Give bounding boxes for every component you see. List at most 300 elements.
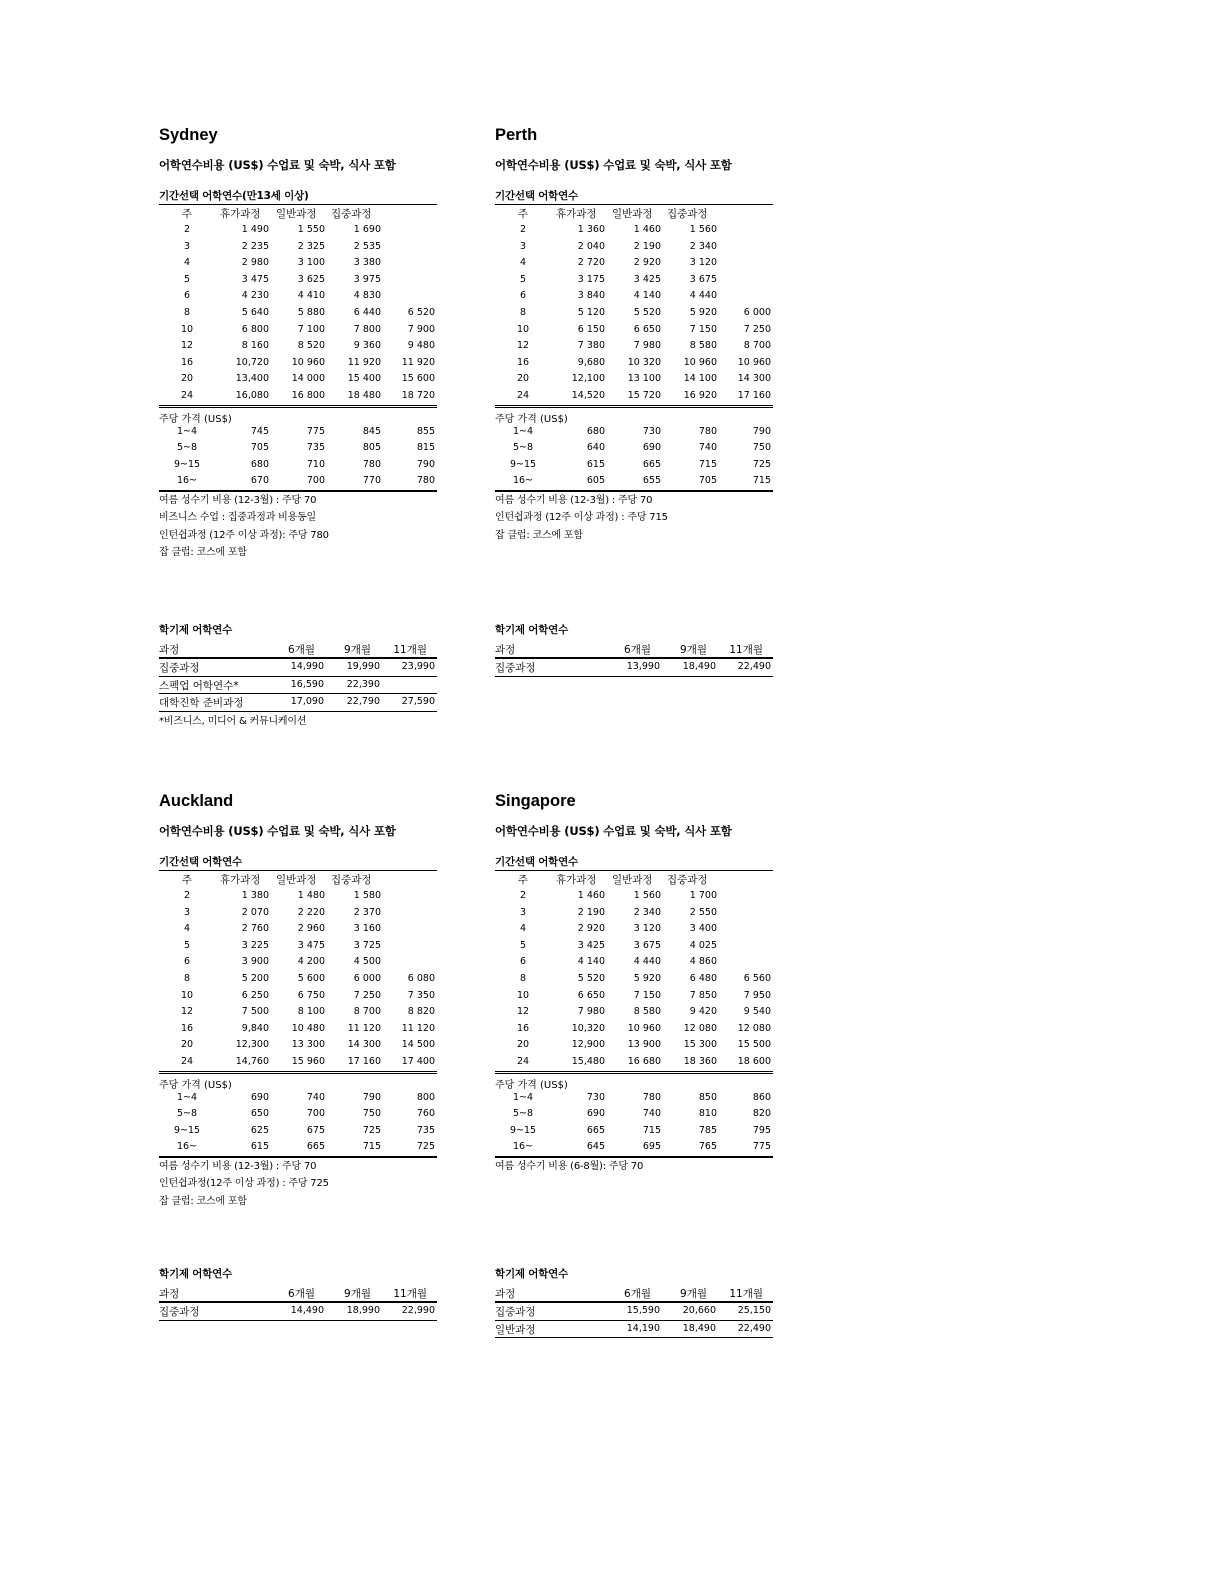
table-row	[495, 1021, 773, 1038]
table-cell: 15 720	[627, 389, 661, 401]
semester-title: 학기제 어학연수	[495, 624, 569, 636]
semester-note: *비즈니스, 미디어 & 커뮤니케이션	[159, 715, 307, 727]
semester-cell: 25,150	[737, 1305, 771, 1316]
table-cell: 3 675	[633, 939, 661, 951]
table-cell: 16,080	[235, 389, 269, 401]
table-cell: 5 520	[633, 306, 661, 318]
table-cell: 7 380	[577, 340, 605, 352]
table-cell: 7 950	[743, 989, 771, 1001]
note-line: 여름 성수기 비용 (6-8월): 주당 70	[495, 1160, 644, 1172]
weekly-cell: 615	[586, 458, 605, 470]
table-cell: 12,100	[571, 373, 605, 385]
table-cell: 16	[180, 1022, 194, 1034]
table-cell: 5 120	[577, 306, 605, 318]
table-cell: 18 600	[737, 1055, 771, 1067]
table-cell: 12	[180, 1006, 194, 1018]
weekly-cell: 740	[698, 442, 717, 454]
weekly-cell: 770	[362, 475, 381, 487]
table-cell: 10 960	[683, 356, 717, 368]
table-row	[159, 305, 437, 322]
table-cell: 6	[183, 956, 191, 968]
table-cell: 2 960	[297, 923, 325, 935]
table-cell: 7 850	[689, 989, 717, 1001]
notes	[495, 490, 773, 545]
semester-cell: 22,990	[401, 1305, 435, 1316]
table-cell: 18 720	[401, 389, 435, 401]
table-row	[495, 921, 773, 938]
table-cell: 8 580	[633, 1006, 661, 1018]
table-cell: 12	[516, 1006, 530, 1018]
header-cell: 휴가과정	[556, 208, 597, 220]
table-cell: 1 580	[353, 890, 381, 901]
weekly-cell: 740	[306, 1091, 325, 1103]
table-cell: 5 640	[241, 306, 269, 318]
table-row	[495, 388, 773, 405]
table-cell: 3 100	[297, 257, 325, 269]
table-cell: 9 360	[353, 340, 381, 352]
weekly-cell: 780	[642, 1091, 661, 1103]
table-row	[159, 288, 437, 305]
table-cell: 5 920	[633, 972, 661, 984]
table-cell: 6 650	[577, 989, 605, 1001]
notes	[495, 1156, 773, 1176]
table-row	[495, 355, 773, 372]
semester-table	[495, 1284, 773, 1338]
table-row	[159, 222, 437, 239]
table-row	[159, 921, 437, 938]
table-cell: 5	[519, 273, 527, 285]
weekly-cell: 785	[698, 1124, 717, 1136]
header-cell: 주	[181, 874, 193, 886]
weekly-cell: 810	[698, 1108, 717, 1120]
table-cell: 8 700	[743, 340, 771, 352]
table-cell: 6 750	[297, 989, 325, 1001]
semester-cell: 22,490	[737, 661, 771, 672]
weekly-row	[159, 1090, 437, 1107]
header-cell: 집중과정	[667, 208, 708, 220]
note-line: 여름 성수기 비용 (12-3월) : 주당 70	[495, 494, 653, 506]
weekly-cell: 725	[416, 1141, 435, 1153]
weekly-cell: 9~15	[509, 1124, 537, 1136]
table-row	[159, 988, 437, 1005]
weekly-cell: 715	[362, 1141, 381, 1153]
weekly-cell: 16~	[176, 475, 198, 487]
table-cell: 1 380	[241, 890, 269, 901]
weekly-cell: 795	[752, 1124, 771, 1136]
table-cell: 3 900	[241, 956, 269, 968]
table-cell: 7 980	[633, 340, 661, 352]
semester-cell: 22,390	[346, 678, 380, 690]
weekly-cell: 845	[362, 425, 381, 437]
table-cell: 2	[183, 224, 191, 235]
semester-cell: 16,590	[290, 678, 324, 690]
table-cell: 7 980	[577, 1006, 605, 1018]
table-cell: 20	[516, 373, 530, 385]
table-cell: 12 080	[683, 1022, 717, 1034]
table-cell: 7 150	[633, 989, 661, 1001]
weekly-cell: 645	[586, 1141, 605, 1153]
table-cell: 6	[519, 290, 527, 302]
table-row	[159, 388, 437, 405]
semester-cell: 14,490	[290, 1305, 324, 1316]
table-cell: 2	[519, 224, 527, 235]
table-cell: 1 560	[689, 224, 717, 235]
table-cell: 2 190	[633, 240, 661, 252]
weekly-cell: 780	[698, 425, 717, 437]
cost-subtitle: 어학연수비용 (US$) 수업료 및 숙박, 식사 포함	[495, 158, 732, 172]
table-cell: 4 830	[353, 290, 381, 302]
weekly-cell: 665	[642, 458, 661, 470]
table-cell: 12	[516, 340, 530, 352]
table-cell: 4 025	[689, 939, 717, 951]
weekly-cell: 775	[752, 1141, 771, 1153]
table-cell: 5 880	[297, 306, 325, 318]
table-cell: 3 160	[353, 923, 381, 935]
table-cell: 11 920	[401, 356, 435, 368]
weekly-price-label-text: 주당 가격 (US$)	[495, 1079, 568, 1091]
semester-header	[495, 1284, 773, 1303]
weekly-price-label	[495, 405, 773, 424]
weekly-cell: 760	[416, 1108, 435, 1120]
semester-header-cell: 과정	[495, 1288, 516, 1300]
weekly-cell: 750	[752, 442, 771, 454]
table-cell: 10 960	[627, 1022, 661, 1034]
header-cell: 집중과정	[667, 874, 708, 886]
semester-header-cell: 9개월	[344, 644, 371, 656]
table-cell: 1 700	[689, 890, 717, 901]
semester-header-cell: 6개월	[624, 644, 651, 656]
table-cell: 4 200	[297, 956, 325, 968]
table-cell: 2 535	[353, 240, 381, 252]
weekly-cell: 740	[642, 1108, 661, 1120]
table-row	[495, 971, 773, 988]
table-cell: 18 480	[347, 389, 381, 401]
header-cell: 일반과정	[612, 208, 653, 220]
table-row	[159, 888, 437, 905]
table-cell: 1 690	[353, 224, 381, 235]
semester-row	[159, 694, 437, 712]
semester-row	[495, 659, 773, 677]
note-line: 여름 성수기 비용 (12-3월) : 주당 70	[159, 494, 317, 506]
table-cell: 15 960	[291, 1055, 325, 1067]
weekly-cell: 780	[416, 475, 435, 487]
table-cell: 8 520	[297, 340, 325, 352]
weekly-row	[495, 473, 773, 490]
weekly-cell: 730	[642, 425, 661, 437]
weekly-cell: 640	[586, 442, 605, 454]
semester-title: 학기제 어학연수	[495, 1268, 569, 1280]
weekly-cell: 690	[250, 1091, 269, 1103]
table-cell: 16	[516, 356, 530, 368]
table-cell: 3 400	[689, 923, 717, 935]
table-cell: 8 820	[407, 1006, 435, 1018]
weekly-cell: 860	[752, 1091, 771, 1103]
table-cell: 11 120	[401, 1022, 435, 1034]
table-cell: 10	[516, 989, 530, 1001]
price-table	[495, 204, 773, 544]
table-cell: 24	[180, 1055, 194, 1067]
table-cell: 14 100	[683, 373, 717, 385]
table-row	[495, 988, 773, 1005]
semester-cell: 스펙업 어학연수*	[159, 679, 239, 692]
table-cell: 1 460	[633, 224, 661, 235]
weekly-row	[495, 1123, 773, 1140]
table-cell: 2 720	[577, 257, 605, 269]
table-cell: 1 460	[577, 890, 605, 901]
table-cell: 16 680	[627, 1055, 661, 1067]
table-cell: 5 200	[241, 972, 269, 984]
note-line: 잡 클럽: 코스에 포함	[159, 1195, 247, 1207]
price-table	[159, 870, 437, 1210]
table-cell: 3 175	[577, 273, 605, 285]
semester-table	[495, 640, 773, 677]
section-title: 기간선택 어학연수(만13세 이상)	[159, 190, 309, 202]
table-cell: 7 800	[353, 323, 381, 335]
table-cell: 16 920	[683, 389, 717, 401]
table-cell: 10 480	[291, 1022, 325, 1034]
weekly-cell: 5~8	[512, 1108, 534, 1120]
weekly-row	[159, 457, 437, 474]
table-row	[495, 1004, 773, 1021]
weekly-row	[159, 1106, 437, 1123]
table-cell: 8	[519, 306, 527, 318]
table-cell: 2	[519, 890, 527, 901]
table-cell: 8 580	[689, 340, 717, 352]
table-row	[159, 1037, 437, 1054]
header-cell: 집중과정	[331, 208, 372, 220]
table-cell: 15,480	[571, 1055, 605, 1067]
weekly-cell: 680	[586, 425, 605, 437]
table-cell: 4	[183, 257, 191, 269]
semester-cell: 22,790	[346, 696, 380, 707]
table-cell: 18 360	[683, 1055, 717, 1067]
semester-row	[495, 1321, 773, 1339]
weekly-cell: 750	[362, 1108, 381, 1120]
semester-row	[159, 1303, 437, 1321]
semester-row	[495, 1303, 773, 1321]
cost-subtitle: 어학연수비용 (US$) 수업료 및 숙박, 식사 포함	[495, 824, 732, 838]
table-cell: 10 960	[291, 356, 325, 368]
table-row	[159, 954, 437, 971]
semester-cell: 15,590	[626, 1305, 660, 1316]
table-header	[159, 871, 437, 888]
header-cell: 주	[181, 208, 193, 220]
semester-header-cell: 과정	[495, 644, 516, 656]
table-cell: 2 920	[577, 923, 605, 935]
weekly-cell: 775	[306, 425, 325, 437]
semester-cell: 대학진학 준비과정	[159, 697, 244, 709]
table-row	[495, 239, 773, 256]
table-cell: 6 800	[241, 323, 269, 335]
table-cell: 2 070	[241, 906, 269, 918]
table-cell: 10	[180, 989, 194, 1001]
table-cell: 17 160	[347, 1055, 381, 1067]
weekly-cell: 670	[250, 475, 269, 487]
table-cell: 3	[183, 240, 191, 252]
table-cell: 3 975	[353, 273, 381, 285]
table-row	[159, 239, 437, 256]
weekly-cell: 710	[306, 458, 325, 470]
table-header	[159, 205, 437, 222]
section-title: 기간선택 어학연수	[159, 856, 242, 868]
weekly-cell: 9~15	[509, 458, 537, 470]
table-cell: 9 420	[689, 1006, 717, 1018]
weekly-cell: 9~15	[173, 1124, 201, 1136]
table-cell: 8	[183, 972, 191, 984]
note-line: 인턴쉽과정 (12주 이상 과정): 주당 780	[159, 529, 329, 541]
table-cell: 8 700	[353, 1006, 381, 1018]
table-cell: 12 080	[737, 1022, 771, 1034]
weekly-row	[159, 440, 437, 457]
table-row	[495, 272, 773, 289]
table-cell: 2 760	[241, 923, 269, 935]
weekly-row	[495, 440, 773, 457]
table-cell: 5 520	[577, 972, 605, 984]
table-cell: 1 360	[577, 224, 605, 235]
table-cell: 16	[516, 1022, 530, 1034]
weekly-cell: 695	[642, 1141, 661, 1153]
table-cell: 10 960	[737, 356, 771, 368]
table-cell: 20	[516, 1039, 530, 1051]
weekly-cell: 815	[416, 442, 435, 454]
weekly-row	[159, 473, 437, 490]
weekly-cell: 625	[250, 1124, 269, 1136]
table-row	[495, 222, 773, 239]
table-row	[159, 971, 437, 988]
note-line: 잡 클럽: 코스에 포함	[159, 547, 247, 559]
weekly-price-label-text: 주당 가격 (US$)	[159, 1079, 232, 1091]
header-cell: 집중과정	[331, 874, 372, 886]
weekly-cell: 665	[586, 1124, 605, 1136]
weekly-row	[495, 1139, 773, 1156]
table-cell: 5 920	[689, 306, 717, 318]
table-row	[495, 288, 773, 305]
weekly-cell: 615	[250, 1141, 269, 1153]
table-cell: 13 100	[627, 373, 661, 385]
table-cell: 3 380	[353, 257, 381, 269]
table-cell: 1 560	[633, 890, 661, 901]
table-row	[159, 322, 437, 339]
table-cell: 13,400	[235, 373, 269, 385]
weekly-row	[159, 424, 437, 441]
weekly-row	[159, 1139, 437, 1156]
table-cell: 7 350	[407, 989, 435, 1001]
weekly-price-label	[159, 405, 437, 424]
weekly-row	[159, 1123, 437, 1140]
weekly-cell: 1~4	[512, 1091, 534, 1103]
semester-header-cell: 11개월	[729, 1288, 763, 1300]
weekly-cell: 790	[752, 425, 771, 437]
semester-header	[495, 640, 773, 659]
table-cell: 3 840	[577, 290, 605, 302]
weekly-cell: 765	[698, 1141, 717, 1153]
table-cell: 8	[183, 306, 191, 318]
header-cell: 주	[517, 874, 529, 886]
table-cell: 6 000	[353, 972, 381, 984]
note-line: 인턴쉽과정(12주 이상 과정) : 주당 725	[159, 1178, 329, 1190]
weekly-cell: 790	[416, 458, 435, 470]
table-cell: 5	[519, 939, 527, 951]
weekly-cell: 16~	[512, 475, 534, 487]
semester-title: 학기제 어학연수	[159, 624, 233, 636]
semester-cell: 27,590	[401, 696, 435, 707]
table-cell: 9,680	[577, 356, 605, 368]
table-cell: 3 225	[241, 939, 269, 951]
table-cell: 4 440	[689, 290, 717, 302]
table-cell: 7 900	[407, 323, 435, 335]
weekly-cell: 780	[362, 458, 381, 470]
table-row	[495, 371, 773, 388]
weekly-cell: 850	[698, 1091, 717, 1103]
weekly-row	[495, 1090, 773, 1107]
semester-header-cell: 6개월	[288, 1288, 315, 1300]
table-cell: 6 480	[689, 972, 717, 984]
table-cell: 4 230	[241, 290, 269, 302]
semester-cell: 19,990	[346, 661, 380, 672]
semester-cell: 14,990	[290, 661, 324, 672]
price-table	[159, 204, 437, 562]
weekly-cell: 800	[416, 1091, 435, 1103]
header-cell: 일반과정	[276, 874, 317, 886]
table-cell: 6 560	[743, 972, 771, 984]
table-cell: 5	[183, 273, 191, 285]
table-cell: 7 100	[297, 323, 325, 335]
table-cell: 6 520	[407, 306, 435, 318]
table-cell: 24	[516, 389, 530, 401]
city-title: Singapore	[495, 792, 576, 810]
table-cell: 7 250	[743, 323, 771, 335]
weekly-row	[495, 457, 773, 474]
note-line: 인턴쉽과정 (12주 이상 과정) : 주당 715	[495, 512, 668, 524]
weekly-cell: 725	[362, 1124, 381, 1136]
table-cell: 7 150	[689, 323, 717, 335]
weekly-cell: 735	[306, 442, 325, 454]
table-cell: 14 300	[737, 373, 771, 385]
weekly-cell: 1~4	[176, 1091, 198, 1103]
weekly-cell: 5~8	[176, 442, 198, 454]
table-cell: 9,840	[241, 1022, 269, 1034]
table-row	[495, 954, 773, 971]
table-cell: 7 500	[241, 1006, 269, 1018]
semester-table	[159, 640, 437, 727]
table-cell: 6	[519, 956, 527, 968]
table-cell: 8 100	[297, 1006, 325, 1018]
weekly-cell: 730	[586, 1091, 605, 1103]
table-cell: 24	[180, 389, 194, 401]
semester-cell: 집중과정	[159, 1306, 200, 1318]
semester-header	[159, 640, 437, 659]
price-table	[495, 870, 773, 1175]
header-cell: 일반과정	[612, 874, 653, 886]
table-cell: 4 440	[633, 956, 661, 968]
table-cell: 13 900	[627, 1039, 661, 1051]
section-title: 기간선택 어학연수	[495, 856, 578, 868]
table-cell: 4	[519, 923, 527, 935]
table-cell: 4	[519, 257, 527, 269]
table-row	[495, 938, 773, 955]
semester-header-cell: 6개월	[624, 1288, 651, 1300]
table-row	[159, 338, 437, 355]
table-row	[159, 255, 437, 272]
weekly-cell: 790	[362, 1091, 381, 1103]
table-cell: 3	[519, 240, 527, 252]
table-cell: 8 160	[241, 340, 269, 352]
weekly-cell: 16~	[176, 1141, 198, 1153]
semester-cell: 일반과정	[495, 1323, 536, 1336]
weekly-cell: 5~8	[176, 1108, 198, 1120]
table-row	[495, 338, 773, 355]
table-cell: 3 625	[297, 273, 325, 285]
